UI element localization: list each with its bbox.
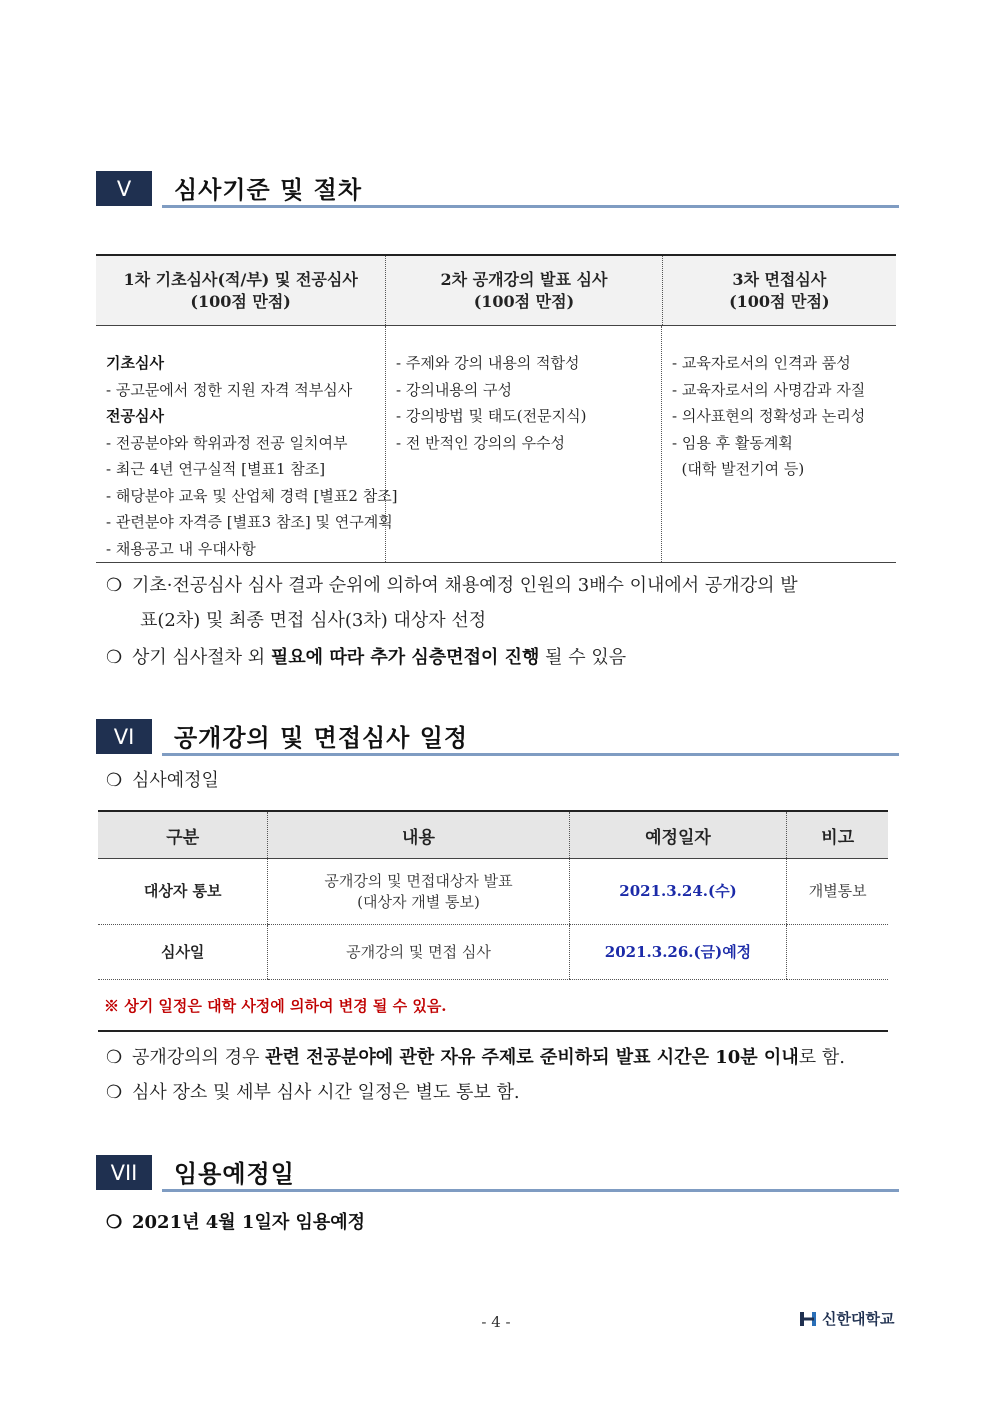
row-note	[787, 925, 888, 980]
section-number: V	[96, 171, 152, 206]
header-stage-3-score: (100점 만점)	[729, 291, 830, 311]
university-name: 신한대학교	[822, 1310, 895, 1328]
note-selection-line2: 표(2차) 및 최종 면접 심사(3차) 대상자 선정	[140, 610, 487, 631]
bullet-icon: ❍	[106, 770, 123, 791]
major-review-heading: 전공심사	[106, 407, 164, 425]
criteria-table	[96, 254, 896, 563]
list-item: - 전 반적인 강의의 우수성	[396, 433, 566, 452]
note-emphasis: 관련 전공분야에 관한 자유 주제로 준비하되 발표 시간은 10분 이내	[265, 1047, 799, 1068]
list-item: - 최근 4년 연구실적 [별표1 참조]	[106, 460, 326, 478]
note-selection-cont	[140, 607, 486, 635]
column-header: 내용	[268, 811, 569, 859]
note-location	[106, 1079, 520, 1107]
divider	[98, 1030, 888, 1032]
column-header: 예정일자	[569, 811, 787, 859]
note-text: 상기 심사절차 외	[132, 647, 271, 668]
list-item: (대학 발전기여 등)	[672, 460, 805, 478]
row-note: 개별통보	[787, 859, 888, 925]
schedule-table	[98, 810, 888, 980]
section-vi-header	[96, 719, 899, 757]
table-row	[98, 859, 888, 925]
section-underline	[162, 205, 899, 208]
row-date: 2021.3.26.(금)예정	[569, 925, 787, 980]
schedule-subheading-text: 심사예정일	[132, 770, 219, 791]
note-additional-interview	[106, 644, 626, 672]
schedule-header-row	[98, 811, 888, 859]
section-underline	[162, 753, 899, 756]
schedule-change-warning: ※ 상기 일정은 대학 사정에 의하여 변경 될 수 있음.	[104, 997, 447, 1015]
row-content-line1: 공개강의 및 면접대상자 발표	[324, 871, 513, 890]
list-item: - 전공분야와 학위과정 전공 일치여부	[106, 433, 348, 452]
row-content-line1: 공개강의 및 면접 심사	[346, 942, 491, 961]
row-category: 심사일	[98, 925, 268, 980]
list-item: - 의사표현의 정확성과 논리성	[672, 407, 866, 425]
section-number: VI	[96, 719, 152, 754]
bullet-icon: ❍	[106, 647, 123, 668]
note-selection	[106, 572, 798, 600]
note-lecture-topic	[106, 1044, 845, 1072]
section-title: 공개강의 및 면접심사 일정	[174, 724, 469, 752]
list-item: - 해당분야 교육 및 산업체 경력 [별표2 참조]	[106, 486, 398, 505]
university-logo	[798, 1308, 894, 1329]
row-date: 2021.3.24.(수)	[569, 859, 787, 925]
list-item: - 교육자로서의 인격과 품성	[672, 354, 851, 372]
criteria-table-body	[96, 326, 896, 563]
shinhan-logo-icon	[798, 1309, 818, 1329]
page-number: - 4 -	[481, 1313, 511, 1331]
appointment-date-text: 2021년 4월 1일자 임용예정	[132, 1212, 366, 1233]
list-item: - 관련분야 자격증 [별표3 참조] 및 연구계획	[106, 513, 393, 531]
stage-1-criteria	[96, 326, 398, 562]
header-stage-2	[386, 256, 662, 325]
bullet-icon: ❍	[106, 1047, 123, 1068]
note-text: 될 수 있음	[539, 647, 627, 668]
header-stage-3-title: 3차 면접심사	[732, 269, 827, 289]
stage-3-criteria	[662, 326, 896, 562]
header-stage-1-title: 1차 기초심사(적/부) 및 전공심사	[123, 269, 358, 289]
list-item: - 임용 후 활동계획	[672, 433, 793, 452]
note-selection-line1: 기초·전공심사 심사 결과 순위에 의하여 채용예정 인원의 3배수 이내에서 공개강의 발	[132, 575, 798, 596]
row-content	[268, 859, 569, 925]
section-vii-header	[96, 1155, 899, 1193]
column-header: 구분	[98, 811, 268, 859]
section-number: VII	[96, 1155, 152, 1190]
header-stage-3	[663, 256, 896, 325]
bullet-icon: ❍	[106, 1082, 123, 1103]
header-stage-2-score: (100점 만점)	[473, 291, 575, 311]
stage-2-criteria	[386, 326, 662, 562]
list-item: - 주제와 강의 내용의 적합성	[396, 354, 580, 372]
note-text: 공개강의의 경우	[132, 1047, 266, 1068]
list-item: - 강의방법 및 태도(전문지식)	[396, 407, 587, 425]
bullet-icon: ❍	[106, 575, 123, 596]
note-text: 로 함.	[798, 1047, 845, 1068]
section-underline	[162, 1189, 899, 1192]
note-emphasis: 필요에 따라 추가 심층면접이 진행	[270, 647, 540, 668]
section-title: 심사기준 및 절차	[174, 176, 362, 204]
basic-review-heading: 기초심사	[106, 354, 164, 372]
column-header: 비고	[787, 811, 888, 859]
list-item: - 교육자로서의 사명감과 자질	[672, 380, 866, 399]
row-content-line2: (대상자 개별 통보)	[357, 892, 480, 911]
schedule-subheading	[106, 767, 219, 795]
section-title: 임용예정일	[174, 1160, 295, 1188]
header-stage-2-title: 2차 공개강의 발표 심사	[440, 269, 608, 289]
bullet-icon: ❍	[106, 1212, 123, 1233]
table-row	[98, 925, 888, 980]
list-item: - 공고문에서 정한 지원 자격 적부심사	[106, 380, 353, 399]
list-item: - 강의내용의 구성	[396, 380, 513, 399]
section-v-header	[96, 171, 899, 209]
list-item: - 채용공고 내 우대사항	[106, 539, 256, 558]
criteria-table-header	[96, 256, 896, 326]
row-category: 대상자 통보	[98, 859, 268, 925]
row-content	[268, 925, 569, 980]
note-text: 심사 장소 및 세부 심사 시간 일정은 별도 통보 함.	[132, 1082, 520, 1103]
appointment-date	[106, 1209, 365, 1237]
header-stage-1	[96, 256, 386, 325]
header-stage-1-score: (100점 만점)	[190, 291, 291, 311]
